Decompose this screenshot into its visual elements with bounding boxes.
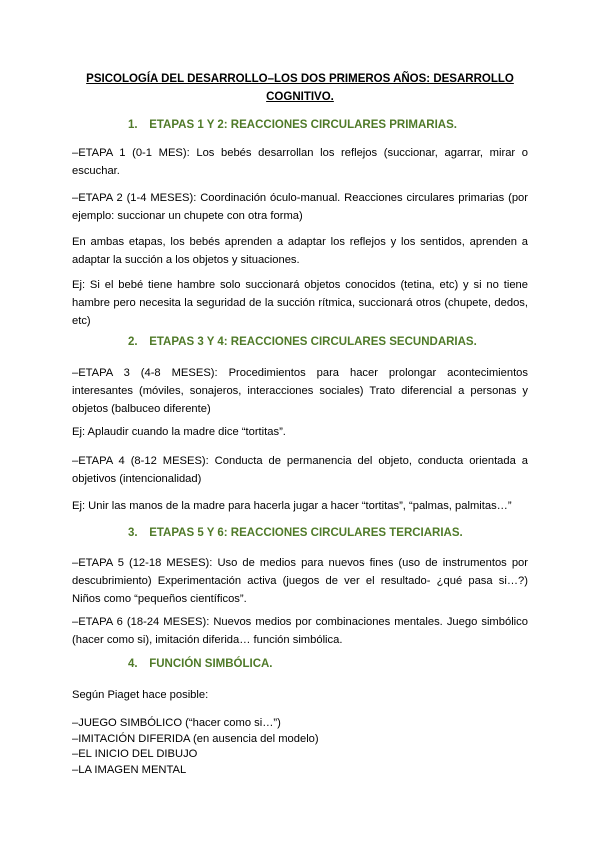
list-item: –JUEGO SIMBÓLICO (“hacer como si…”) [72, 717, 281, 729]
section-title: FUNCIÓN SIMBÓLICA. [149, 658, 273, 670]
paragraph: Ej: Si el bebé tiene hambre solo succionará objetos conocidos (tetina, etc) y si no tiene hambre pero necesita la seguridad de la succión rítmica, succionará otros (chupete, dedos, etc) [72, 279, 528, 327]
paragraph: Según Piaget hace posible: [72, 689, 209, 701]
section-number: 3. [128, 527, 138, 539]
paragraph: –ETAPA 3 (4-8 MESES): Procedimientos para hacer prolongar acontecimientos interesantes (móviles, sonajeros, interacciones sociales) Trato diferencial a personas y objetos (balbuceo diferente) [72, 367, 528, 415]
paragraph: –ETAPA 5 (12-18 MESES): Uso de medios para nuevos fines (uso de instrumentos por descubrimiento) Experimentación activa (juegos de ver el resultado- ¿qué pasa si…?) Niños como “pequeños científicos”. [72, 557, 528, 605]
paragraph: Ej: Unir las manos de la madre para hacerla jugar a hacer “tortitas”, “palmas, palmitas…” [72, 500, 512, 512]
list-item: –LA IMAGEN MENTAL [72, 764, 187, 776]
section-4-heading [128, 656, 273, 672]
document-title: PSICOLOGÍA DEL DESARROLLO–LOS DOS PRIMEROS AÑOS: DESARROLLO COGNITIVO. [86, 73, 514, 103]
section-title: ETAPAS 3 Y 4: REACCIONES CIRCULARES SECUNDARIAS. [149, 336, 477, 348]
list-item: –IMITACIÓN DIFERIDA (en ausencia del modelo) [72, 733, 319, 745]
section-title: ETAPAS 5 Y 6: REACCIONES CIRCULARES TERCIARIAS. [149, 527, 463, 539]
section-number: 4. [128, 658, 138, 670]
section-3-heading [128, 525, 463, 541]
section-1-heading [128, 117, 457, 133]
paragraph: –ETAPA 6 (18-24 MESES): Nuevos medios por combinaciones mentales. Juego simbólico (hacer como si), imitación diferida… función simbólica. [72, 616, 528, 646]
list-item: –EL INICIO DEL DIBUJO [72, 748, 198, 760]
paragraph: En ambas etapas, los bebés aprenden a adaptar los reflejos y los sentidos, aprenden a adaptar la succión a los objetos y situaciones. [72, 236, 528, 266]
paragraph: –ETAPA 1 (0-1 MES): Los bebés desarrollan los reflejos (succionar, agarrar, mirar o escuchar. [72, 147, 528, 177]
paragraph: –ETAPA 4 (8-12 MESES): Conducta de permanencia del objeto, conducta orientada a objetivos (intencionalidad) [72, 455, 528, 485]
paragraph: –ETAPA 2 (1-4 MESES): Coordinación óculo-manual. Reacciones circulares primarias (por ejemplo: succionar un chupete con otra forma) [72, 192, 528, 222]
section-number: 1. [128, 119, 138, 131]
section-number: 2. [128, 336, 138, 348]
section-2-heading [128, 334, 477, 350]
section-title: ETAPAS 1 Y 2: REACCIONES CIRCULARES PRIMARIAS. [149, 119, 457, 131]
paragraph: Ej: Aplaudir cuando la madre dice “tortitas”. [72, 426, 286, 438]
